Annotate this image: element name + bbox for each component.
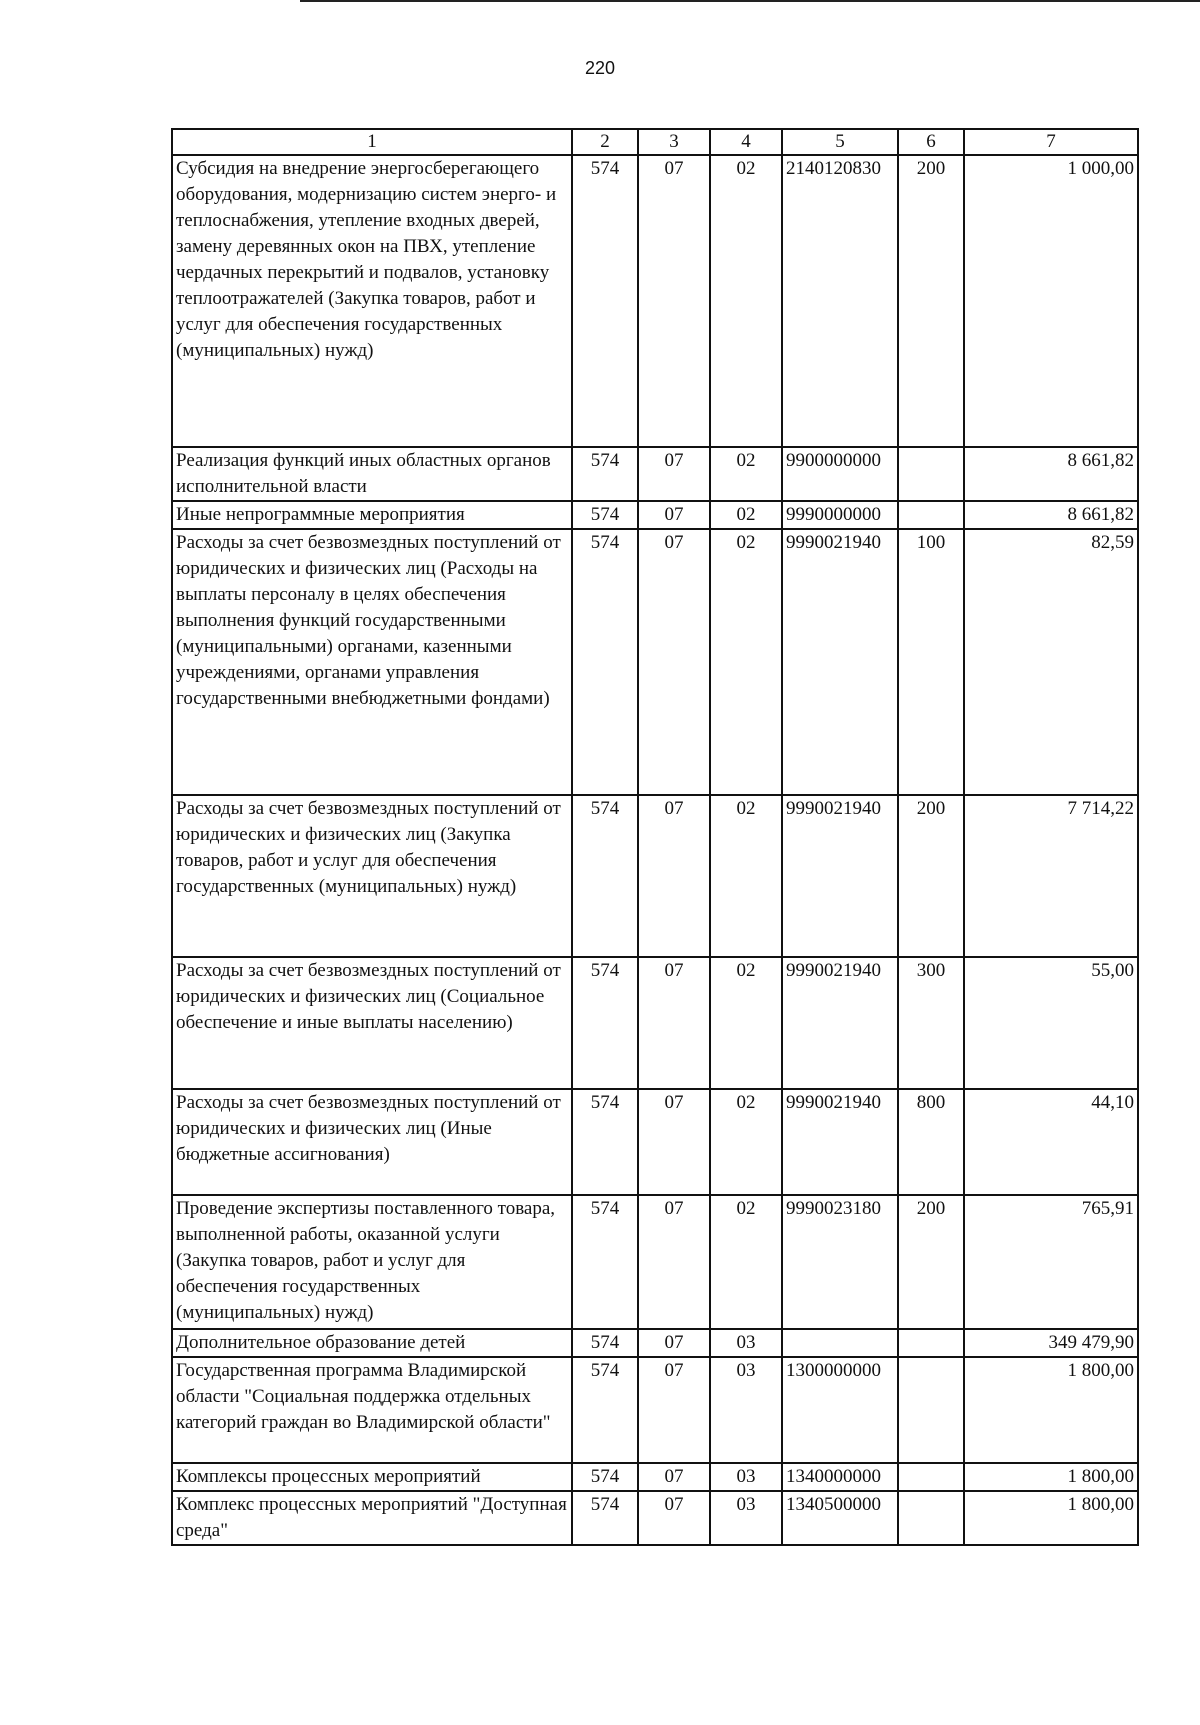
row-csr: 9990021940 [782,795,898,957]
header-cell: 1 [172,129,572,155]
row-sum: 55,00 [964,957,1138,1089]
row-ved: 574 [572,957,638,1089]
row-rz: 07 [638,1357,710,1463]
table-row [172,1491,1138,1545]
row-name: Расходы за счет безвозмездных поступлений от юридических и физических лиц (Социальное обеспечение и иные выплаты населению) [172,957,572,1089]
row-sum: 1 000,00 [964,155,1138,447]
row-name: Комплекс процессных мероприятий "Доступная среда" [172,1491,572,1545]
row-csr: 9990021940 [782,529,898,795]
row-rz: 07 [638,795,710,957]
row-name: Расходы за счет безвозмездных поступлений от юридических и физических лиц (Иные бюджетные ассигнования) [172,1089,572,1195]
table-row [172,529,1138,795]
row-ved: 574 [572,529,638,795]
row-name: Расходы за счет безвозмездных поступлений от юридических и физических лиц (Расходы на выплаты персоналу в целях обеспечения выполнения функций государственными (муниципальными) органами, казенными учреждениями, органами управления государственными внебюджетными фондами) [172,529,572,795]
row-rz: 07 [638,447,710,501]
row-sum: 1 800,00 [964,1357,1138,1463]
row-rz: 07 [638,1463,710,1491]
table-row [172,447,1138,501]
row-vr [898,1463,964,1491]
row-sum: 765,91 [964,1195,1138,1329]
row-pr: 02 [710,795,782,957]
header-cell: 3 [638,129,710,155]
row-rz: 07 [638,529,710,795]
row-name: Комплексы процессных мероприятий [172,1463,572,1491]
header-cell: 6 [898,129,964,155]
row-csr: 1300000000 [782,1357,898,1463]
row-rz: 07 [638,1491,710,1545]
row-csr: 9900000000 [782,447,898,501]
header-cell: 7 [964,129,1138,155]
header-cell: 5 [782,129,898,155]
row-pr: 02 [710,957,782,1089]
row-vr: 100 [898,529,964,795]
row-ved: 574 [572,795,638,957]
row-pr: 02 [710,447,782,501]
table-row [172,501,1138,529]
row-name: Субсидия на внедрение энергосберегающего оборудования, модернизацию систем энерго- и теплоснабжения, утепление входных дверей, замену деревянных окон на ПВХ, утепление чердачных перекрытий и подвалов, установку теплоотражателей (Закупка товаров, работ и услуг для обеспечения государственных (муниципальных) нужд) [172,155,572,447]
page-number: 220 [584,58,616,78]
table-row [172,1357,1138,1463]
header-row [172,129,1138,155]
row-csr: 1340500000 [782,1491,898,1545]
row-vr [898,447,964,501]
row-csr: 9990023180 [782,1195,898,1329]
row-rz: 07 [638,155,710,447]
row-pr: 03 [710,1463,782,1491]
row-csr: 9990021940 [782,957,898,1089]
row-sum: 8 661,82 [964,501,1138,529]
row-vr [898,1491,964,1545]
budget-table [171,128,1139,1546]
top-edge-rule [300,0,1200,2]
row-name: Реализация функций иных областных органов исполнительной власти [172,447,572,501]
row-rz: 07 [638,957,710,1089]
row-pr: 02 [710,1195,782,1329]
row-ved: 574 [572,447,638,501]
row-pr: 02 [710,1089,782,1195]
row-vr [898,501,964,529]
row-pr: 03 [710,1491,782,1545]
table-row [172,1463,1138,1491]
row-rz: 07 [638,501,710,529]
row-csr: 9990000000 [782,501,898,529]
row-sum: 8 661,82 [964,447,1138,501]
row-ved: 574 [572,501,638,529]
row-vr: 200 [898,155,964,447]
row-ved: 574 [572,1195,638,1329]
row-name: Государственная программа Владимирской области "Социальная поддержка отдельных категорий граждан во Владимирской области" [172,1357,572,1463]
row-pr: 03 [710,1329,782,1357]
row-vr: 200 [898,795,964,957]
header-cell: 4 [710,129,782,155]
row-csr [782,1329,898,1357]
row-vr: 800 [898,1089,964,1195]
row-csr: 2140120830 [782,155,898,447]
row-pr: 02 [710,155,782,447]
row-name: Иные непрограммные мероприятия [172,501,572,529]
row-ved: 574 [572,1329,638,1357]
table-row [172,1195,1138,1329]
table-row [172,1329,1138,1357]
row-ved: 574 [572,1089,638,1195]
row-sum: 1 800,00 [964,1463,1138,1491]
table-row [172,155,1138,447]
header-cell: 2 [572,129,638,155]
row-pr: 03 [710,1357,782,1463]
row-name: Проведение экспертизы поставленного товара, выполненной работы, оказанной услуги (Закупка товаров, работ и услуг для обеспечения государственных (муниципальных) нужд) [172,1195,572,1329]
table-row [172,1089,1138,1195]
row-csr: 9990021940 [782,1089,898,1195]
row-ved: 574 [572,1491,638,1545]
row-sum: 1 800,00 [964,1491,1138,1545]
row-vr: 200 [898,1195,964,1329]
row-sum: 349 479,90 [964,1329,1138,1357]
row-csr: 1340000000 [782,1463,898,1491]
row-sum: 7 714,22 [964,795,1138,957]
row-vr [898,1329,964,1357]
row-ved: 574 [572,1463,638,1491]
table-row [172,795,1138,957]
row-rz: 07 [638,1089,710,1195]
table-row [172,957,1138,1089]
row-name: Дополнительное образование детей [172,1329,572,1357]
row-vr [898,1357,964,1463]
row-sum: 82,59 [964,529,1138,795]
row-pr: 02 [710,501,782,529]
row-vr: 300 [898,957,964,1089]
row-sum: 44,10 [964,1089,1138,1195]
row-rz: 07 [638,1329,710,1357]
row-ved: 574 [572,155,638,447]
row-rz: 07 [638,1195,710,1329]
row-name: Расходы за счет безвозмездных поступлений от юридических и физических лиц (Закупка товаров, работ и услуг для обеспечения государственных (муниципальных) нужд) [172,795,572,957]
row-ved: 574 [572,1357,638,1463]
row-pr: 02 [710,529,782,795]
